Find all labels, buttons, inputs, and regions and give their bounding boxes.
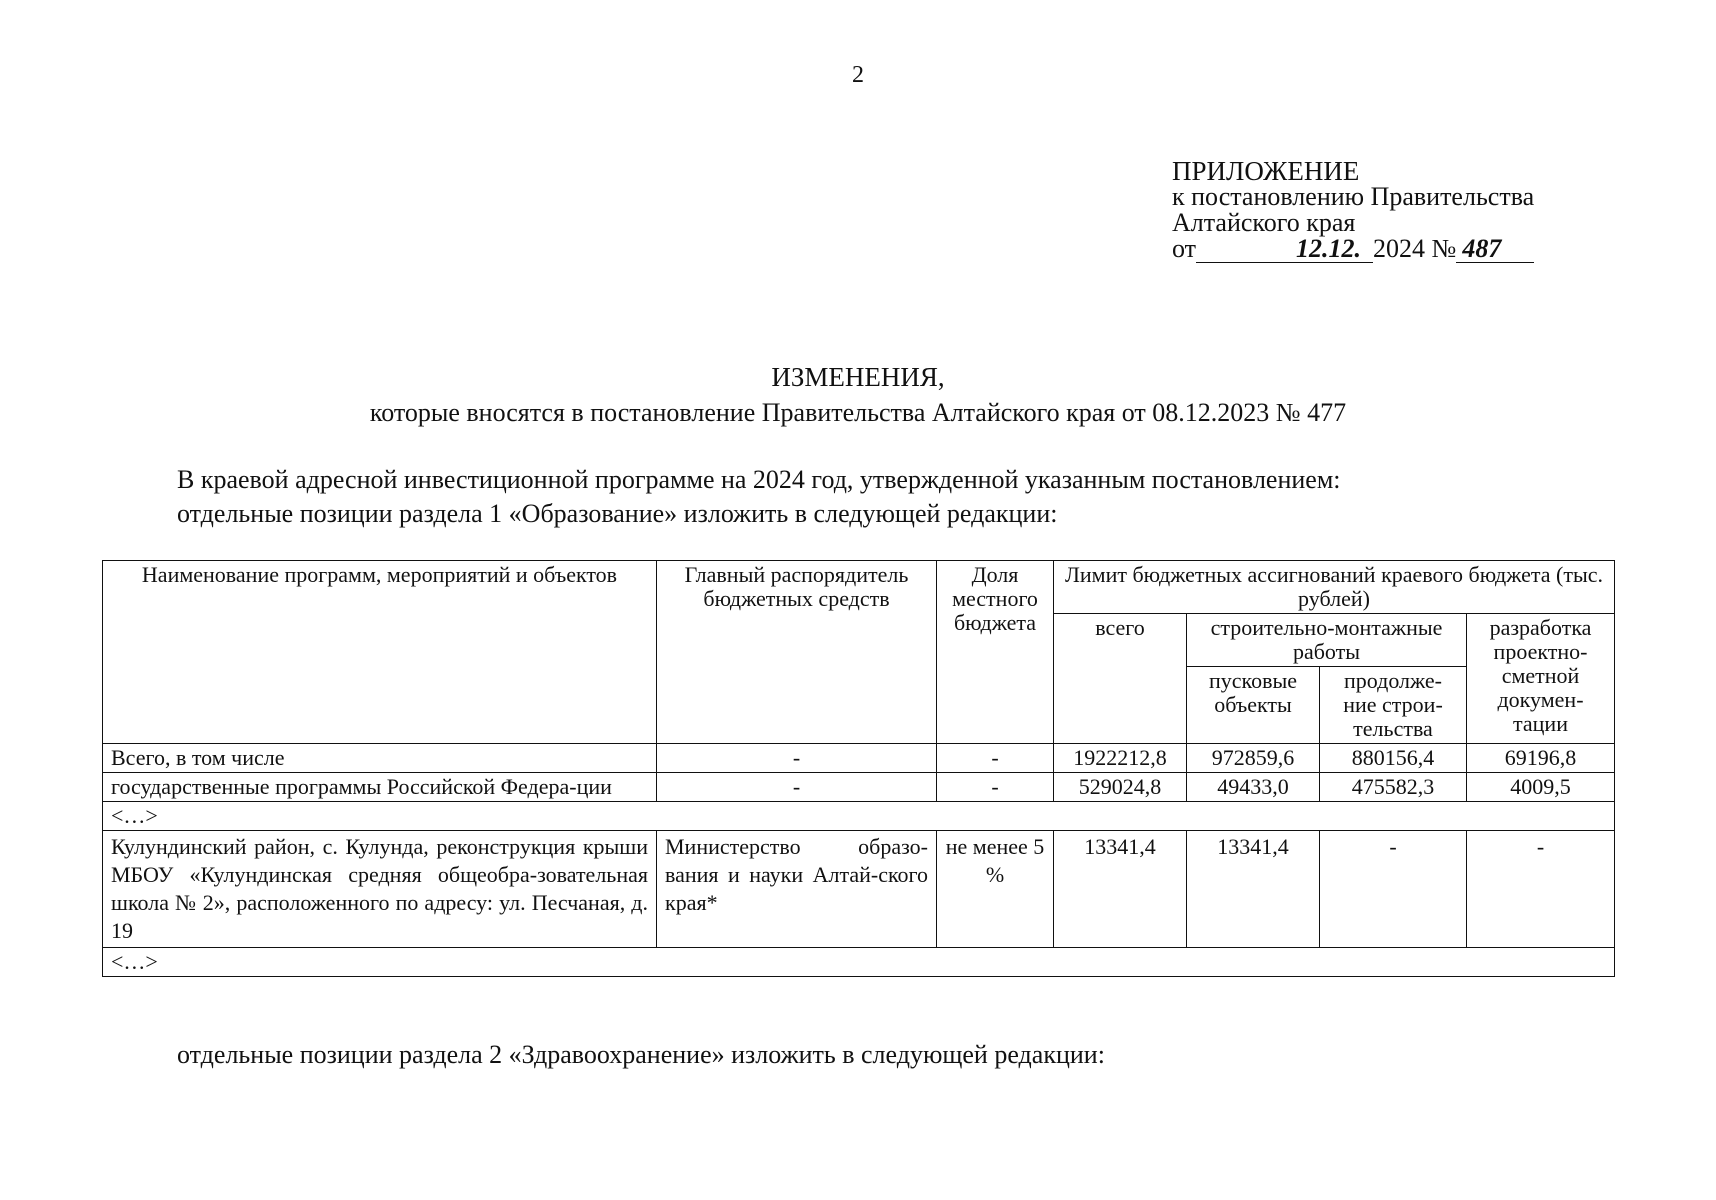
- row-kulunda-continuation: -: [1320, 831, 1467, 948]
- decree-year-no: 2024 №: [1373, 234, 1457, 263]
- appendix-block: [1172, 158, 1534, 263]
- gap-marker-2: <…>: [103, 948, 1615, 977]
- header-construction: строительно-монтажные работы: [1187, 614, 1467, 667]
- table-row: [103, 744, 1615, 773]
- gap-marker-1: <…>: [103, 802, 1615, 831]
- row-federal-design: 4009,5: [1467, 773, 1615, 802]
- changes-title: ИЗМЕНЕНИЯ,: [771, 362, 945, 392]
- page-number: 2: [852, 62, 864, 88]
- header-continuation: продолже-ние строи-тельства: [1320, 667, 1467, 744]
- appendix-line-2: Алтайского края: [1172, 208, 1356, 237]
- header-launch: пусковые объекты: [1187, 667, 1320, 744]
- appendix-line-1: к постановлению Правительства: [1172, 182, 1535, 211]
- row-kulunda-local-share: не менее 5 %: [937, 831, 1054, 948]
- row-kulunda-design: -: [1467, 831, 1615, 948]
- row-total-continuation: 880156,4: [1320, 744, 1467, 773]
- table-row-gap: [103, 802, 1615, 831]
- decree-date-number: [1172, 236, 1534, 263]
- header-name: Наименование программ, мероприятий и объектов: [103, 561, 657, 744]
- table-row-gap: [103, 948, 1615, 977]
- decree-prefix: от: [1172, 234, 1197, 263]
- row-kulunda-name: Кулундинский район, с. Кулунда, реконструкция крыши МБОУ «Кулундинская средняя общеобра-зовательная школа № 2», расположенного по адресу: ул. Песчаная, д. 19: [103, 831, 657, 948]
- appendix-title: ПРИЛОЖЕНИЕ: [1172, 156, 1360, 186]
- header-manager: Главный распорядитель бюджетных средств: [657, 561, 937, 744]
- row-federal-manager: -: [657, 773, 937, 802]
- row-total-design: 69196,8: [1467, 744, 1615, 773]
- header-total: всего: [1054, 614, 1187, 744]
- changes-subtitle: которые вносятся в постановление Правительства Алтайского края от 08.12.2023 № 477: [369, 398, 1347, 427]
- row-total-manager: -: [657, 744, 937, 773]
- row-federal-name: государственные программы Российской Федера-ции: [103, 773, 657, 802]
- table-row: [103, 831, 1615, 948]
- row-total-local-share: -: [937, 744, 1054, 773]
- row-kulunda-launch: 13341,4: [1187, 831, 1320, 948]
- outro-paragraph: отдельные позиции раздела 2 «Здравоохранение» изложить в следующей редакции:: [177, 1040, 1105, 1069]
- decree-date: 12.12.: [1196, 236, 1373, 263]
- row-federal-total: 529024,8: [1054, 773, 1187, 802]
- row-total-launch: 972859,6: [1187, 744, 1320, 773]
- investment-program-table: [102, 560, 1615, 977]
- row-kulunda-manager: Министерство образо-вания и науки Алтай-ского края*: [657, 831, 937, 948]
- row-federal-local-share: -: [937, 773, 1054, 802]
- row-total-total: 1922212,8: [1054, 744, 1187, 773]
- row-kulunda-total: 13341,4: [1054, 831, 1187, 948]
- decree-number: 487: [1456, 236, 1534, 263]
- row-total-name: Всего, в том числе: [103, 744, 657, 773]
- row-federal-launch: 49433,0: [1187, 773, 1320, 802]
- intro-paragraph-2: отдельные позиции раздела 1 «Образование» изложить в следующей редакции:: [177, 499, 1058, 528]
- intro-paragraph-1: В краевой адресной инвестиционной программе на 2024 год, утвержденной указанным постановлением:: [177, 465, 1341, 494]
- row-federal-continuation: 475582,3: [1320, 773, 1467, 802]
- header-local-share: Доля местного бюджета: [937, 561, 1054, 744]
- table-row: [103, 773, 1615, 802]
- header-limit: Лимит бюджетных ассигнований краевого бюджета (тыс. рублей): [1054, 561, 1615, 614]
- header-design: разработка проектно-сметной докумен-тации: [1467, 614, 1615, 744]
